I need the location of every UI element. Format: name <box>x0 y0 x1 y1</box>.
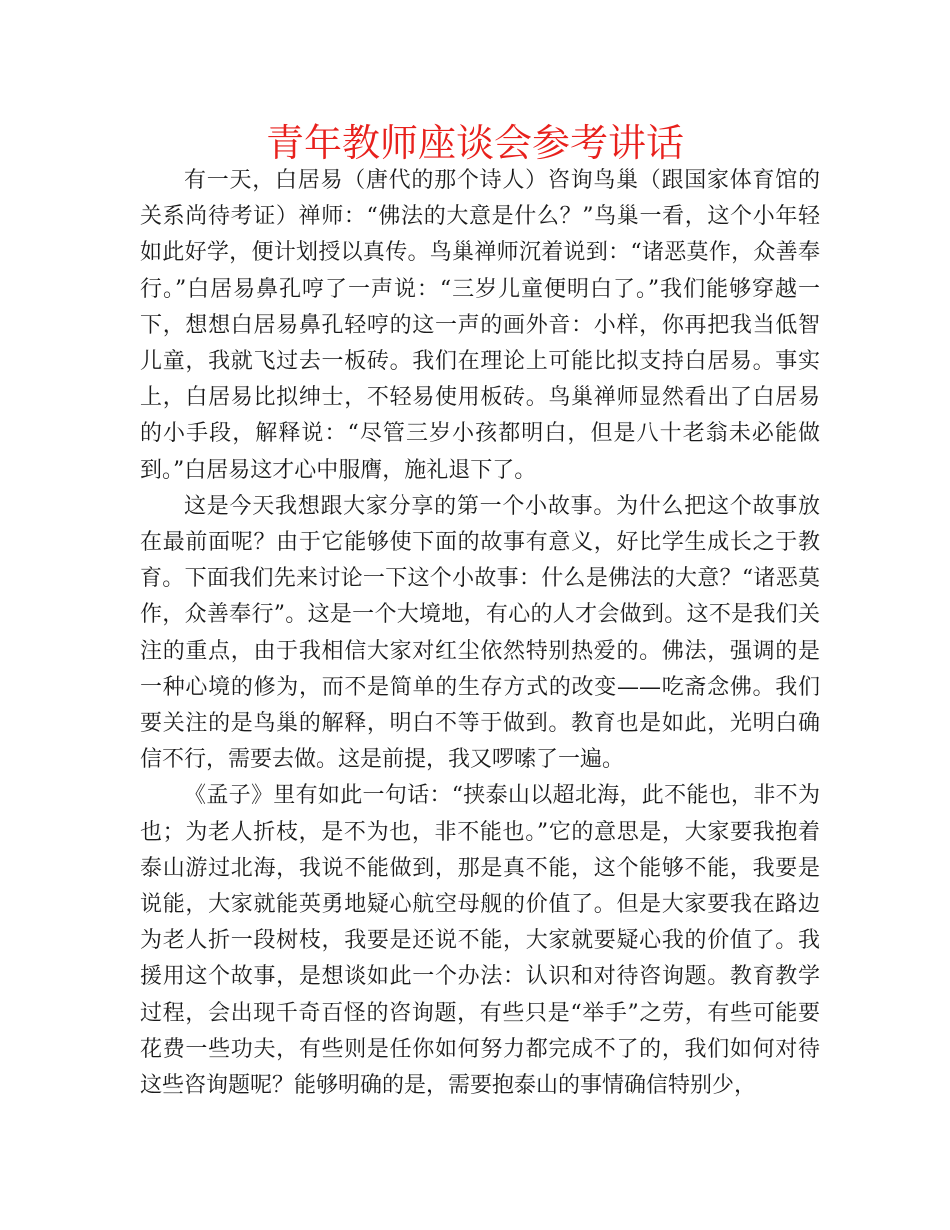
document-title: 青年教师座谈会参考讲话 <box>265 121 684 165</box>
paragraph-1: 有一天，白居易（唐代的那个诗人）咨询鸟巢（跟国家体育馆的关系尚待考证）禅师：“佛法的大意是什么？”鸟巢一看，这个小年轻如此好学，便计划授以真传。鸟巢禅师沉着说到：“诸恶莫作，众善奉行。”白居易鼻孔哼了一声说：“三岁儿童便明白了。”我们能够穿越一下，想想白居易鼻孔轻哼的这一声的画外音：小样，你再把我当低智儿童，我就飞过去一板砖。我们在理论上可能比拟支持白居易。事实上，白居易比拟绅士，不轻易使用板砖。鸟巢禅师显然看出了白居易的小手段，解释说：“尽管三岁小孩都明白，但是八十老翁未必能做到。”白居易这才心中服膺，施礼退下了。 <box>140 168 820 483</box>
paragraph-3: 《孟子》里有如此一句话：“挟泰山以超北海，此不能也，非不为也；为老人折枝，是不为也，非不能也。”它的意思是，大家要我抱着泰山游过北海，我说不能做到，那是真不能，这个能够不能，我要是说能，大家就能英勇地疑心航空母舰的价值了。但是大家要我在路边为老人折一段树枝，我要是还说不能，大家就要疑心我的价值了。我援用这个故事，是想谈如此一个办法：认识和对待咨询题。教育教学过程，会出现千奇百怪的咨询题，有些只是“举手”之劳，有些可能要花费一些功夫，有些则是任你如何努力都完成不了的，我们如何对待这些咨询题呢？能够明确的是，需要抱泰山的事情确信特别少， <box>140 783 820 1099</box>
paragraph-2: 这是今天我想跟大家分享的第一个小故事。为什么把这个故事放在最前面呢？由于它能够使下面的故事有意义，好比学生成长之于教育。下面我们先来讨论一下这个小故事：什么是佛法的大意？“诸恶莫作，众善奉行”。这是一个大境地，有心的人才会做到。这不是我们关注的重点，由于我相信大家对红尘依然特别热爱的。佛法，强调的是一种心境的修为，而不是简单的生存方式的改变——吃斋念佛。我们要关注的是鸟巢的解释，明白不等于做到。教育也是如此，光明白确信不行，需要去做。这是前提，我又啰嗦了一遍。 <box>140 493 820 773</box>
document-body <box>140 163 820 1104</box>
